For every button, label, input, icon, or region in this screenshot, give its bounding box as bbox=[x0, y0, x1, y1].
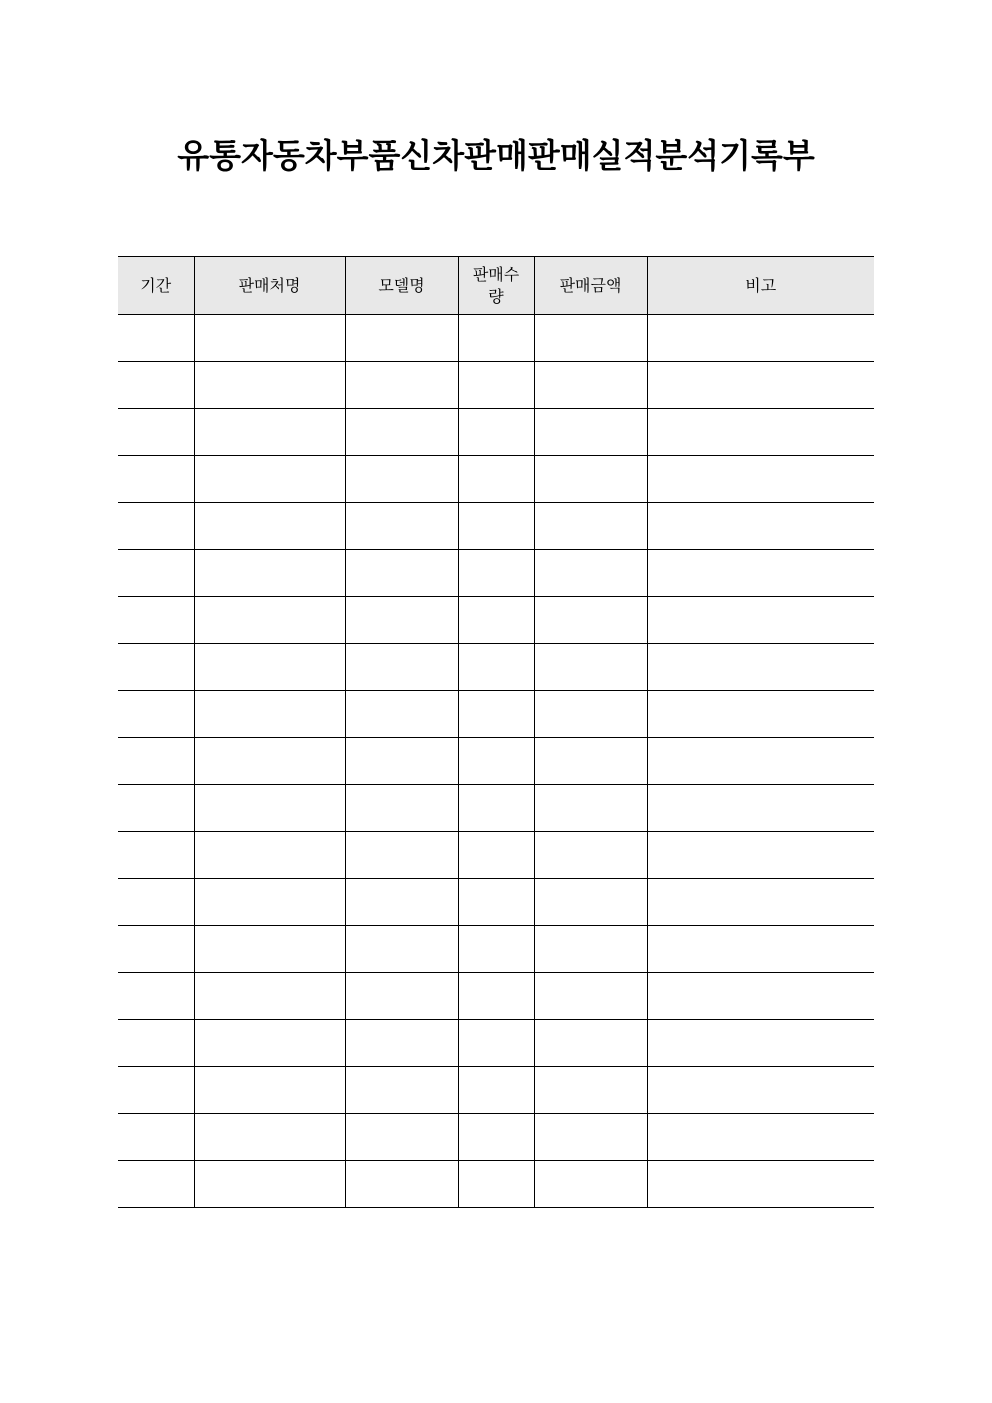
table-cell[interactable] bbox=[647, 315, 874, 362]
table-cell[interactable] bbox=[458, 362, 534, 409]
table-cell[interactable] bbox=[647, 644, 874, 691]
table-cell[interactable] bbox=[194, 1114, 345, 1161]
table-cell[interactable] bbox=[345, 409, 458, 456]
table-cell[interactable] bbox=[118, 738, 194, 785]
table-cell[interactable] bbox=[458, 1067, 534, 1114]
table-cell[interactable] bbox=[534, 503, 647, 550]
header-amount: 판매금액 bbox=[534, 257, 647, 315]
table-row bbox=[118, 1161, 874, 1208]
table-row bbox=[118, 1020, 874, 1067]
table-cell[interactable] bbox=[534, 1020, 647, 1067]
table-row bbox=[118, 879, 874, 926]
table-cell[interactable] bbox=[118, 879, 194, 926]
table-cell[interactable] bbox=[118, 409, 194, 456]
table-cell[interactable] bbox=[118, 1161, 194, 1208]
table-row bbox=[118, 1114, 874, 1161]
table-cell[interactable] bbox=[647, 832, 874, 879]
table-cell[interactable] bbox=[534, 409, 647, 456]
table-row bbox=[118, 785, 874, 832]
table-cell[interactable] bbox=[458, 315, 534, 362]
table-cell[interactable] bbox=[345, 832, 458, 879]
table-cell[interactable] bbox=[194, 644, 345, 691]
table-row bbox=[118, 644, 874, 691]
table-cell[interactable] bbox=[534, 926, 647, 973]
table-cell[interactable] bbox=[534, 832, 647, 879]
table-cell[interactable] bbox=[458, 738, 534, 785]
table-cell[interactable] bbox=[458, 597, 534, 644]
header-period: 기간 bbox=[118, 257, 194, 315]
table-cell[interactable] bbox=[194, 315, 345, 362]
table-cell[interactable] bbox=[534, 1114, 647, 1161]
table-cell[interactable] bbox=[647, 503, 874, 550]
table-cell[interactable] bbox=[194, 973, 345, 1020]
table-cell[interactable] bbox=[534, 644, 647, 691]
table-cell[interactable] bbox=[194, 550, 345, 597]
table-cell[interactable] bbox=[345, 362, 458, 409]
table-cell[interactable] bbox=[534, 879, 647, 926]
table-cell[interactable] bbox=[345, 503, 458, 550]
table-row bbox=[118, 926, 874, 973]
table-row bbox=[118, 973, 874, 1020]
table-cell[interactable] bbox=[458, 644, 534, 691]
table-cell[interactable] bbox=[647, 456, 874, 503]
table-cell[interactable] bbox=[345, 879, 458, 926]
table-cell[interactable] bbox=[458, 1114, 534, 1161]
table-cell[interactable] bbox=[194, 832, 345, 879]
table-cell[interactable] bbox=[194, 879, 345, 926]
table-cell[interactable] bbox=[118, 926, 194, 973]
table-cell[interactable] bbox=[647, 1161, 874, 1208]
table-row bbox=[118, 550, 874, 597]
table-cell[interactable] bbox=[194, 785, 345, 832]
table-cell[interactable] bbox=[194, 1020, 345, 1067]
table-cell[interactable] bbox=[534, 738, 647, 785]
table-cell[interactable] bbox=[118, 832, 194, 879]
table-cell[interactable] bbox=[458, 973, 534, 1020]
table-cell[interactable] bbox=[345, 973, 458, 1020]
table-cell[interactable] bbox=[345, 691, 458, 738]
table-cell[interactable] bbox=[458, 409, 534, 456]
table-cell[interactable] bbox=[345, 1114, 458, 1161]
table-cell[interactable] bbox=[458, 926, 534, 973]
table-cell[interactable] bbox=[118, 550, 194, 597]
table-cell[interactable] bbox=[647, 926, 874, 973]
table-cell[interactable] bbox=[458, 785, 534, 832]
table-cell[interactable] bbox=[194, 362, 345, 409]
table-cell[interactable] bbox=[534, 785, 647, 832]
table-cell[interactable] bbox=[534, 315, 647, 362]
header-row bbox=[118, 257, 874, 315]
table-cell[interactable] bbox=[647, 362, 874, 409]
table-cell[interactable] bbox=[118, 362, 194, 409]
table-cell[interactable] bbox=[194, 1067, 345, 1114]
table-row bbox=[118, 362, 874, 409]
table-cell[interactable] bbox=[458, 1161, 534, 1208]
table-cell[interactable] bbox=[345, 1020, 458, 1067]
table-cell[interactable] bbox=[345, 644, 458, 691]
table-cell[interactable] bbox=[534, 456, 647, 503]
table-cell[interactable] bbox=[647, 785, 874, 832]
table-cell[interactable] bbox=[647, 1114, 874, 1161]
table-cell[interactable] bbox=[194, 409, 345, 456]
table-cell[interactable] bbox=[458, 832, 534, 879]
table-row bbox=[118, 315, 874, 362]
table-cell[interactable] bbox=[118, 644, 194, 691]
table-cell[interactable] bbox=[345, 315, 458, 362]
table-cell[interactable] bbox=[118, 691, 194, 738]
table-cell[interactable] bbox=[647, 879, 874, 926]
table-cell[interactable] bbox=[647, 738, 874, 785]
table-cell[interactable] bbox=[534, 597, 647, 644]
table-row bbox=[118, 597, 874, 644]
header-remarks: 비고 bbox=[647, 257, 874, 315]
table-row bbox=[118, 691, 874, 738]
table-cell[interactable] bbox=[118, 315, 194, 362]
table-cell[interactable] bbox=[194, 691, 345, 738]
table-cell[interactable] bbox=[458, 691, 534, 738]
table-row bbox=[118, 456, 874, 503]
table-cell[interactable] bbox=[345, 785, 458, 832]
table-cell[interactable] bbox=[534, 550, 647, 597]
table-cell[interactable] bbox=[345, 1067, 458, 1114]
table-cell[interactable] bbox=[194, 926, 345, 973]
table-body bbox=[118, 315, 874, 1208]
table-cell[interactable] bbox=[534, 362, 647, 409]
header-seller-name: 판매처명 bbox=[194, 257, 345, 315]
table-cell[interactable] bbox=[194, 503, 345, 550]
table-cell[interactable] bbox=[647, 550, 874, 597]
table-cell[interactable] bbox=[345, 926, 458, 973]
table-cell[interactable] bbox=[118, 1020, 194, 1067]
table-cell[interactable] bbox=[647, 973, 874, 1020]
table-cell[interactable] bbox=[647, 1067, 874, 1114]
table-cell[interactable] bbox=[194, 456, 345, 503]
table-cell[interactable] bbox=[534, 973, 647, 1020]
table-cell[interactable] bbox=[118, 973, 194, 1020]
table-cell[interactable] bbox=[647, 409, 874, 456]
table-cell[interactable] bbox=[118, 503, 194, 550]
table-cell[interactable] bbox=[194, 597, 345, 644]
header-model-name: 모델명 bbox=[345, 257, 458, 315]
table-row bbox=[118, 738, 874, 785]
table-cell[interactable] bbox=[534, 691, 647, 738]
table-cell[interactable] bbox=[345, 456, 458, 503]
table-cell[interactable] bbox=[647, 691, 874, 738]
table-cell[interactable] bbox=[194, 1161, 345, 1208]
table-cell[interactable] bbox=[118, 1114, 194, 1161]
table-cell[interactable] bbox=[534, 1067, 647, 1114]
table-cell[interactable] bbox=[458, 1020, 534, 1067]
table-cell[interactable] bbox=[458, 456, 534, 503]
sales-record-table bbox=[118, 256, 874, 1208]
table-row bbox=[118, 409, 874, 456]
table-row bbox=[118, 1067, 874, 1114]
table-cell[interactable] bbox=[345, 1161, 458, 1208]
table-cell[interactable] bbox=[194, 738, 345, 785]
table-cell[interactable] bbox=[458, 503, 534, 550]
table-cell[interactable] bbox=[647, 597, 874, 644]
table-cell[interactable] bbox=[534, 1161, 647, 1208]
table-row bbox=[118, 832, 874, 879]
document-title: 유통자동차부품신차판매판매실적분석기록부 bbox=[177, 136, 815, 175]
table-cell[interactable] bbox=[458, 879, 534, 926]
table-cell[interactable] bbox=[345, 597, 458, 644]
table-row bbox=[118, 503, 874, 550]
table-cell[interactable] bbox=[118, 456, 194, 503]
table-cell[interactable] bbox=[647, 1020, 874, 1067]
table-cell[interactable] bbox=[345, 550, 458, 597]
table-cell[interactable] bbox=[345, 738, 458, 785]
table-cell[interactable] bbox=[118, 785, 194, 832]
header-quantity: 판매수량 bbox=[458, 257, 534, 315]
table-cell[interactable] bbox=[118, 597, 194, 644]
table-cell[interactable] bbox=[458, 550, 534, 597]
table-cell[interactable] bbox=[118, 1067, 194, 1114]
